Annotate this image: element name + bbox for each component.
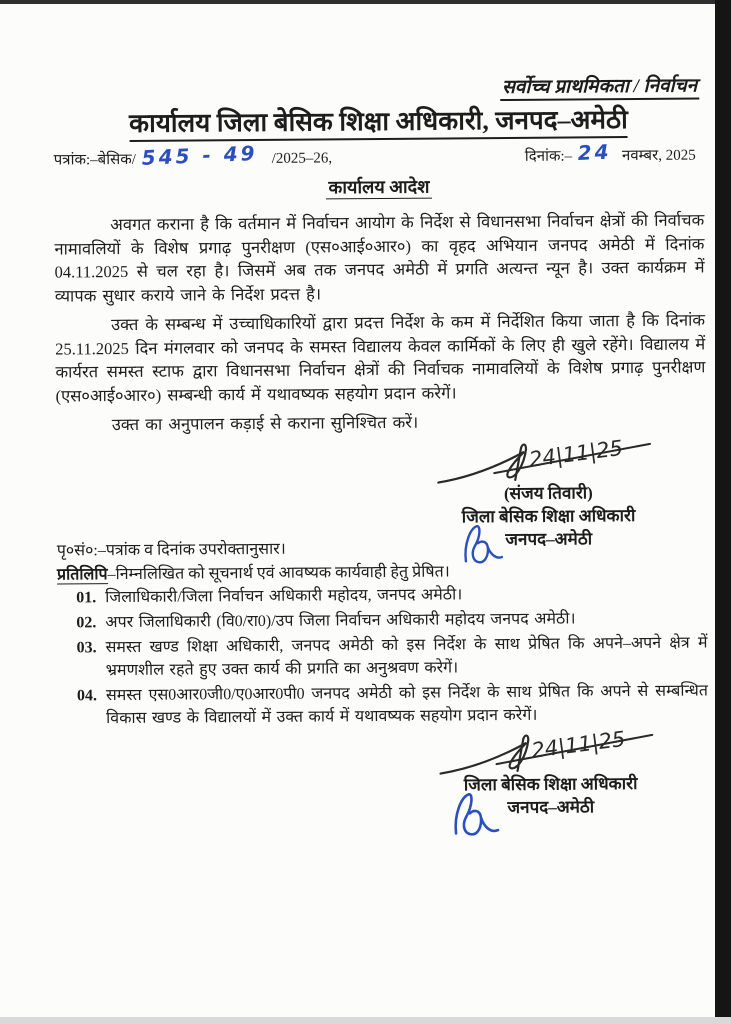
copy-to-label: प्रतिलिपि (56, 565, 108, 584)
scan-edge-bottom (0, 1017, 731, 1024)
item-text: समस्त खण्ड शिक्षा अधिकारी, जनपद अमेठी को इस निर्देश के साथ प्रेषित कि अपने–अपने क्षेत्र में भ्रमणशील रहते हुए उक्त कार्य की प्रगति का अनुश्रवण करेगें। (105, 633, 708, 679)
letter-date (525, 141, 696, 166)
item-text: जिलाधिकारी/जिला निर्वाचन अधिकारी महोदय, जनपद अमेठी। (105, 585, 463, 606)
body-paragraph-1: अवगत कराना है कि वर्तमान में निर्वाचन आयोग के निर्देश से विधानसभा निर्वाचन क्षेत्रों की निर्वाचक नामावलियों के विशेष प्रगाढ़ पुनरीक्षण (एस०आई०आर०) का वृहद अभियान जनपद अमेठी में दिनांक 04.11.2025 से चल रहा है। जिसमें अब तक जनपद अमेठी में प्रगति अत्यन्त न्यून है। उक्त कार्यक्रम में व्यापक सुधार कराये जाने के निर्देश प्रदत्त है। (54, 210, 705, 306)
body-paragraph-3: उक्त का अनुपालन कड़ाई से कराना सुनिश्चित करें। (111, 412, 419, 435)
body-paragraph-2: उक्त के सम्बन्ध में उच्चाधिकारियों द्वारा प्रदत्त निर्देश के कम में निर्देशित किया जाता है कि दिनांक 25.11.2025 दिन मंगलवार को जनपद के समस्त विद्यालय केवल कार्मिकों के लिए ही खुले रहेंगे। विद्यालय में कार्यरत समस्त स्टाफ द्वारा विधानसभा निर्वाचन क्षेत्रों की निर्वाचक नामावलियों के विशेष प्रगाढ़ पुनरीक्षण (एस०आई०आर०) सम्बन्धी कार्य में यथावष्यक सहयोग प्रदान करेगें। (55, 310, 706, 406)
scan-edge-right (715, 0, 731, 1017)
signature-date-scribble: 24|11|25 (527, 435, 624, 472)
signature-block-officer (408, 434, 689, 551)
date-label: दिनांक:– (524, 148, 573, 165)
order-heading (54, 172, 704, 201)
copy-recipient-list (57, 581, 708, 730)
document-content (53, 71, 709, 822)
copy-recipient-item (57, 631, 707, 682)
copy-recipient-item (57, 606, 707, 634)
copy-to-text: –निम्नलिखित को सूचनार्थ एवं आवष्यक कार्यवाही हेतु प्रेषित। (107, 562, 450, 583)
item-number: 04. (76, 686, 98, 704)
signatory-place: जनपद–अमेठी (507, 796, 595, 817)
signatory-place-row (409, 526, 689, 551)
letter-number (53, 140, 333, 170)
handwritten-signature (435, 434, 660, 486)
handwritten-signature (438, 725, 663, 777)
date-handwritten: 24 (577, 139, 613, 166)
signatory-designation: जिला बेसिक शिक्षा अधिकारी (461, 505, 636, 526)
signature-block-officer-2 (410, 725, 691, 819)
letter-number-label: पत्रांक:–बेसिक/ (53, 151, 136, 169)
signatory-designation: जिला बेसिक शिक्षा अधिकारी (463, 773, 638, 794)
letter-number-suffix: /2025–26, (271, 150, 333, 167)
item-text: समस्त एस0आर0जी0/ए0आर0पी0 जनपद अमेठी को इस निर्देश के साथ प्रेषित कि अपने से सम्बन्धित विकास खण्ड के विद्यालयों में उक्त कार्य में यथावष्यक सहयोग प्रदान करेगें। (105, 681, 708, 727)
reference-row (54, 140, 704, 169)
office-title (53, 99, 703, 140)
item-text: अपर जिलाधिकारी (वि0/रा0)/उप जिला निर्वाचन अधिकारी महोदय जनपद अमेठी। (105, 609, 576, 631)
item-number: 02. (76, 613, 97, 631)
initial-paraph-scribble (451, 791, 501, 839)
letter-number-handwritten: 545 - 49 (141, 140, 259, 170)
copy-recipient-item (57, 581, 707, 609)
endorsement-ps-line: पृ०सं०:–पत्रांक व दिनांक उपरोक्तानुसार। (56, 540, 286, 560)
signatory-place: जनपद–अमेठी (505, 528, 593, 549)
item-number: 03. (76, 638, 97, 656)
priority-note-text: सर्वोच्च प्राथमिकता / निर्वाचन (500, 75, 699, 101)
signatory-place-row (411, 794, 691, 819)
scan-edge-top (0, 0, 731, 4)
copy-to-line (57, 557, 707, 584)
signature-date-scribble: 24|11|25 (529, 726, 627, 763)
initial-paraph-scribble (461, 523, 505, 565)
date-suffix: नवम्बर, 2025 (621, 147, 696, 165)
office-title-text: कार्यालय जिला बेसिक शिक्षा अधिकारी, जनपद–अमेठी (129, 105, 628, 142)
signatory-name: (संजय तिवारी) (503, 482, 593, 503)
order-heading-text: कार्यालय आदेश (325, 177, 432, 200)
copy-recipient-item (58, 679, 708, 730)
priority-note (53, 71, 703, 102)
item-number: 01. (76, 588, 97, 606)
